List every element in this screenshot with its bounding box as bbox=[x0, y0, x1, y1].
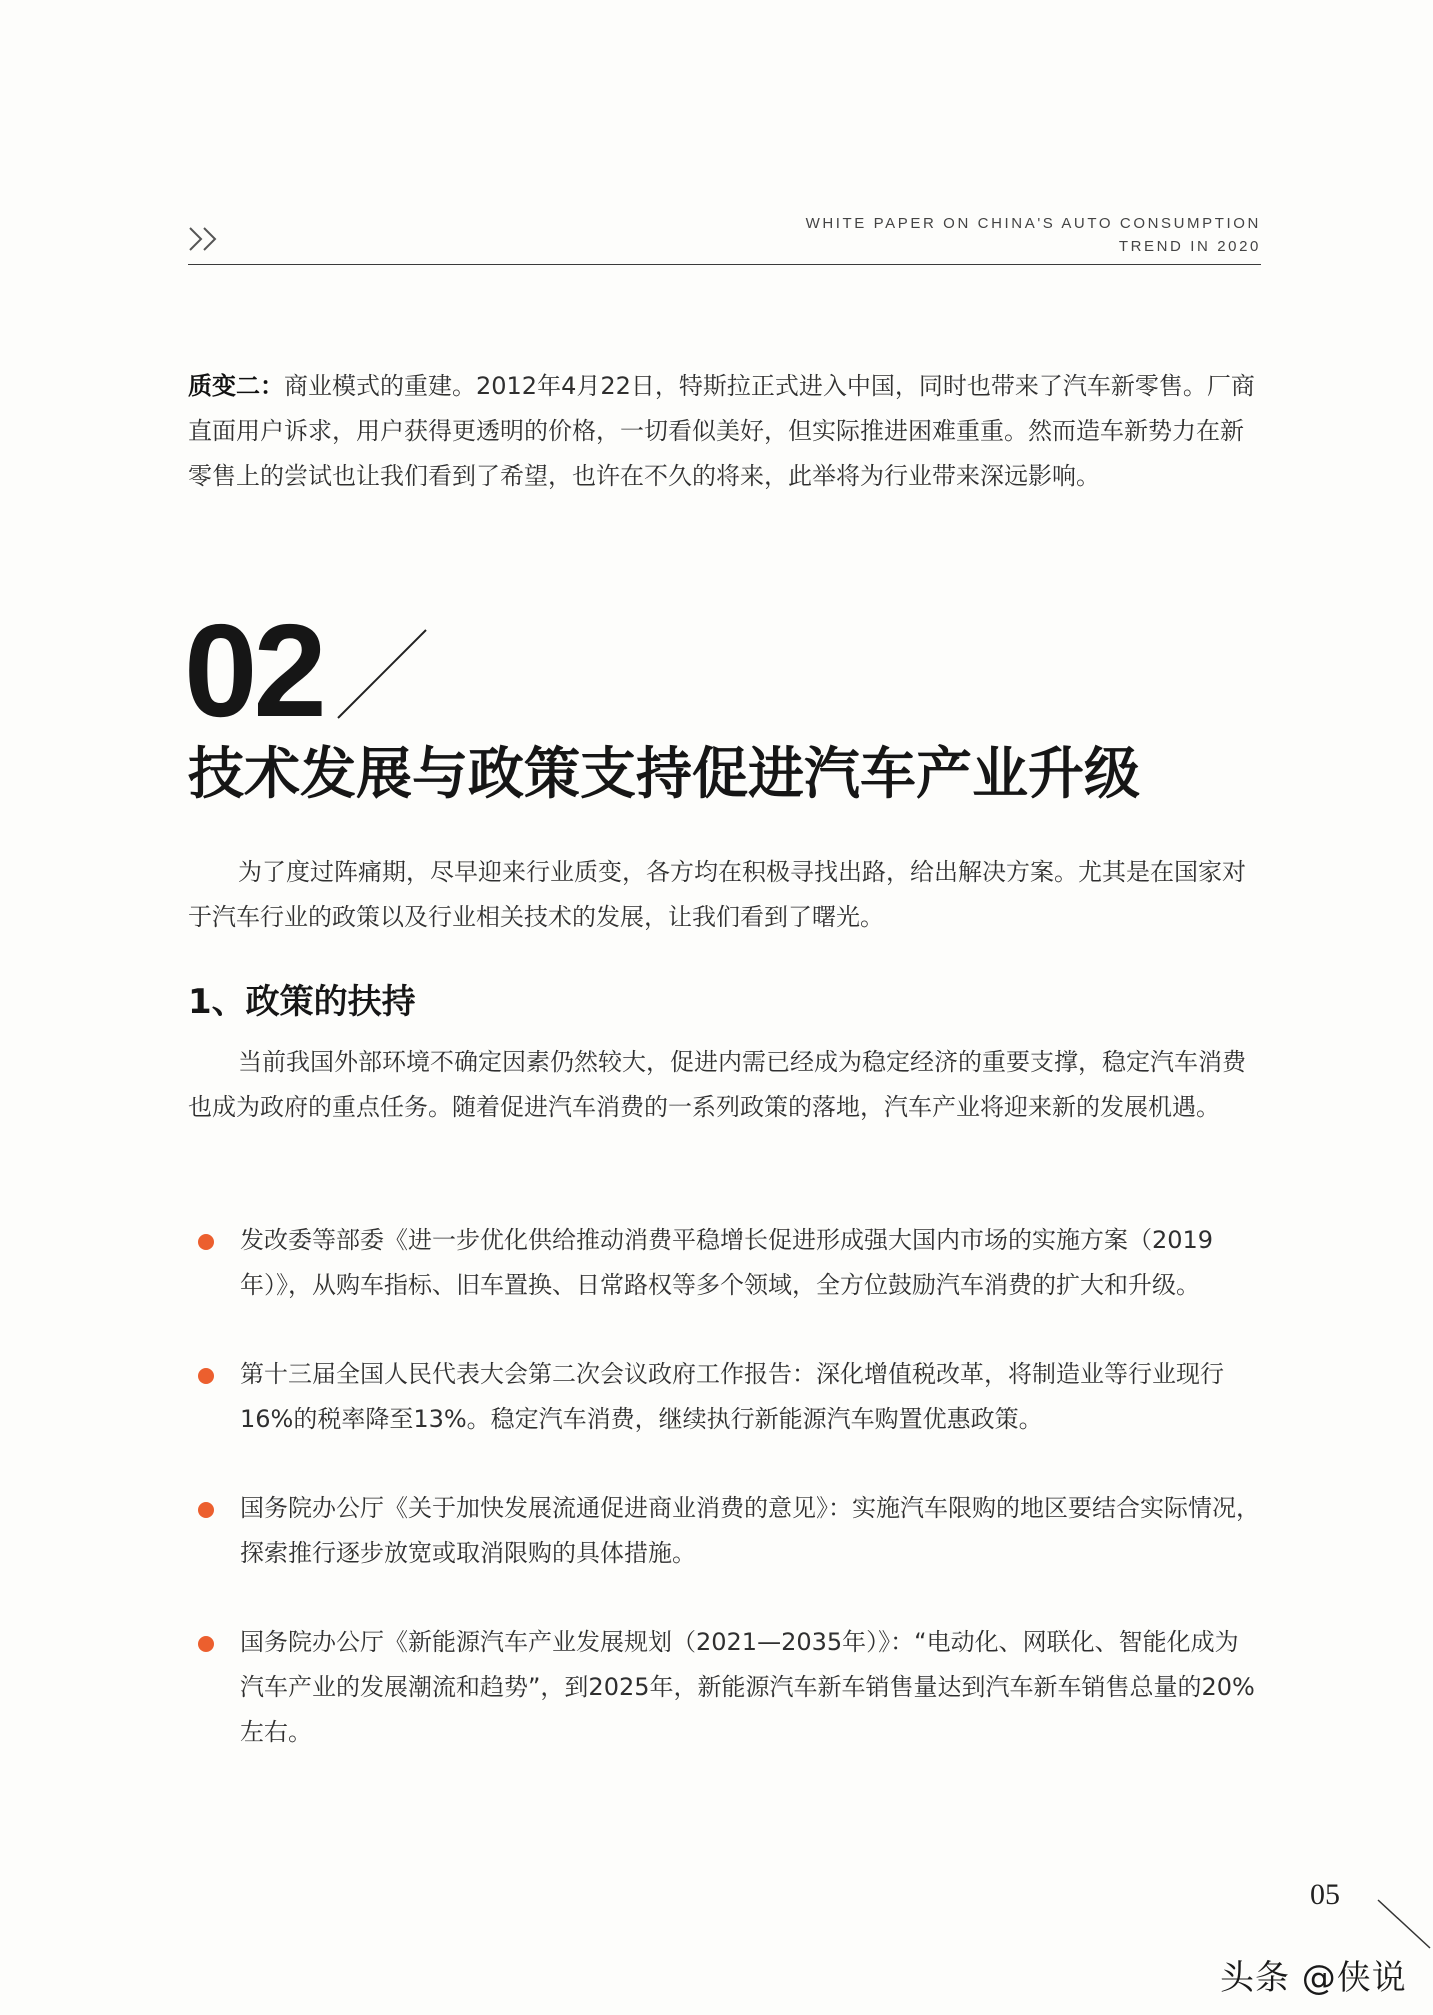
bullet-dot-icon bbox=[198, 1636, 214, 1652]
header-divider bbox=[188, 264, 1261, 265]
double-chevron-icon bbox=[188, 224, 222, 254]
subsection-intro: 当前我国外部环境不确定因素仍然较大，促进内需已经成为稳定经济的重要支撑，稳定汽车消费也成为政府的重点任务。随着促进汽车消费的一系列政策的落地，汽车产业将迎来新的发展机遇。 bbox=[188, 1048, 1246, 1121]
header-title-line2: TREND IN 2020 bbox=[1118, 238, 1261, 255]
bullet-text: 发改委等部委《进一步优化供给推动消费平稳增长促进形成强大国内市场的实施方案（2019年）》，从购车指标、旧车置换、日常路权等多个领域，全方位鼓励汽车消费的扩大和升级。 bbox=[240, 1226, 1214, 1299]
bullet-dot-icon bbox=[198, 1368, 214, 1384]
slash-decoration bbox=[336, 628, 428, 720]
bullet-item bbox=[188, 1486, 1261, 1576]
section-title: 技术发展与政策支持促进汽车产业升级 bbox=[188, 742, 1140, 807]
footer-slash-decoration bbox=[1376, 1898, 1432, 1950]
bullet-dot-icon bbox=[198, 1502, 214, 1518]
bullet-text: 国务院办公厅《新能源汽车产业发展规划（2021—2035年）》：“电动化、网联化、智能化成为汽车产业的发展潮流和趋势”，到2025年，新能源汽车新车销售量达到汽车新车销售总量的20%左右。 bbox=[240, 1628, 1255, 1746]
bullet-item bbox=[188, 1218, 1261, 1308]
bullet-item bbox=[188, 1620, 1261, 1755]
bullet-dot-icon bbox=[198, 1234, 214, 1250]
header-title-line1: WHITE PAPER ON CHINA'S AUTO CONSUMPTION bbox=[805, 215, 1261, 232]
intro-paragraph bbox=[188, 364, 1261, 499]
bullet-text: 第十三届全国人民代表大会第二次会议政府工作报告：深化增值税改革，将制造业等行业现行16%的税率降至13%。稳定汽车消费，继续执行新能源汽车购置优惠政策。 bbox=[240, 1360, 1224, 1433]
intro-lead: 质变二： bbox=[188, 372, 284, 400]
bullet-text: 国务院办公厅《关于加快发展流通促进商业消费的意见》：实施汽车限购的地区要结合实际情况，探索推行逐步放宽或取消限购的具体措施。 bbox=[240, 1494, 1260, 1567]
header-title bbox=[621, 212, 1261, 258]
subsection-heading: 1、政策的扶持 bbox=[188, 982, 416, 1022]
watermark: 头条 @侠说 bbox=[1220, 1958, 1407, 1998]
section-number: 02 bbox=[184, 597, 323, 744]
intro-text: 商业模式的重建。2012年4月22日，特斯拉正式进入中国，同时也带来了汽车新零售。厂商直面用户诉求，用户获得更透明的价格，一切看似美好，但实际推进困难重重。然而造车新势力在新零售上的尝试也让我们看到了希望，也许在不久的将来，此举将为行业带来深远影响。 bbox=[188, 372, 1255, 490]
page-number: 05 bbox=[1310, 1878, 1340, 1911]
section-intro: 为了度过阵痛期，尽早迎来行业质变，各方均在积极寻找出路，给出解决方案。尤其是在国家对于汽车行业的政策以及行业相关技术的发展，让我们看到了曙光。 bbox=[188, 858, 1246, 931]
bullet-item bbox=[188, 1352, 1261, 1442]
